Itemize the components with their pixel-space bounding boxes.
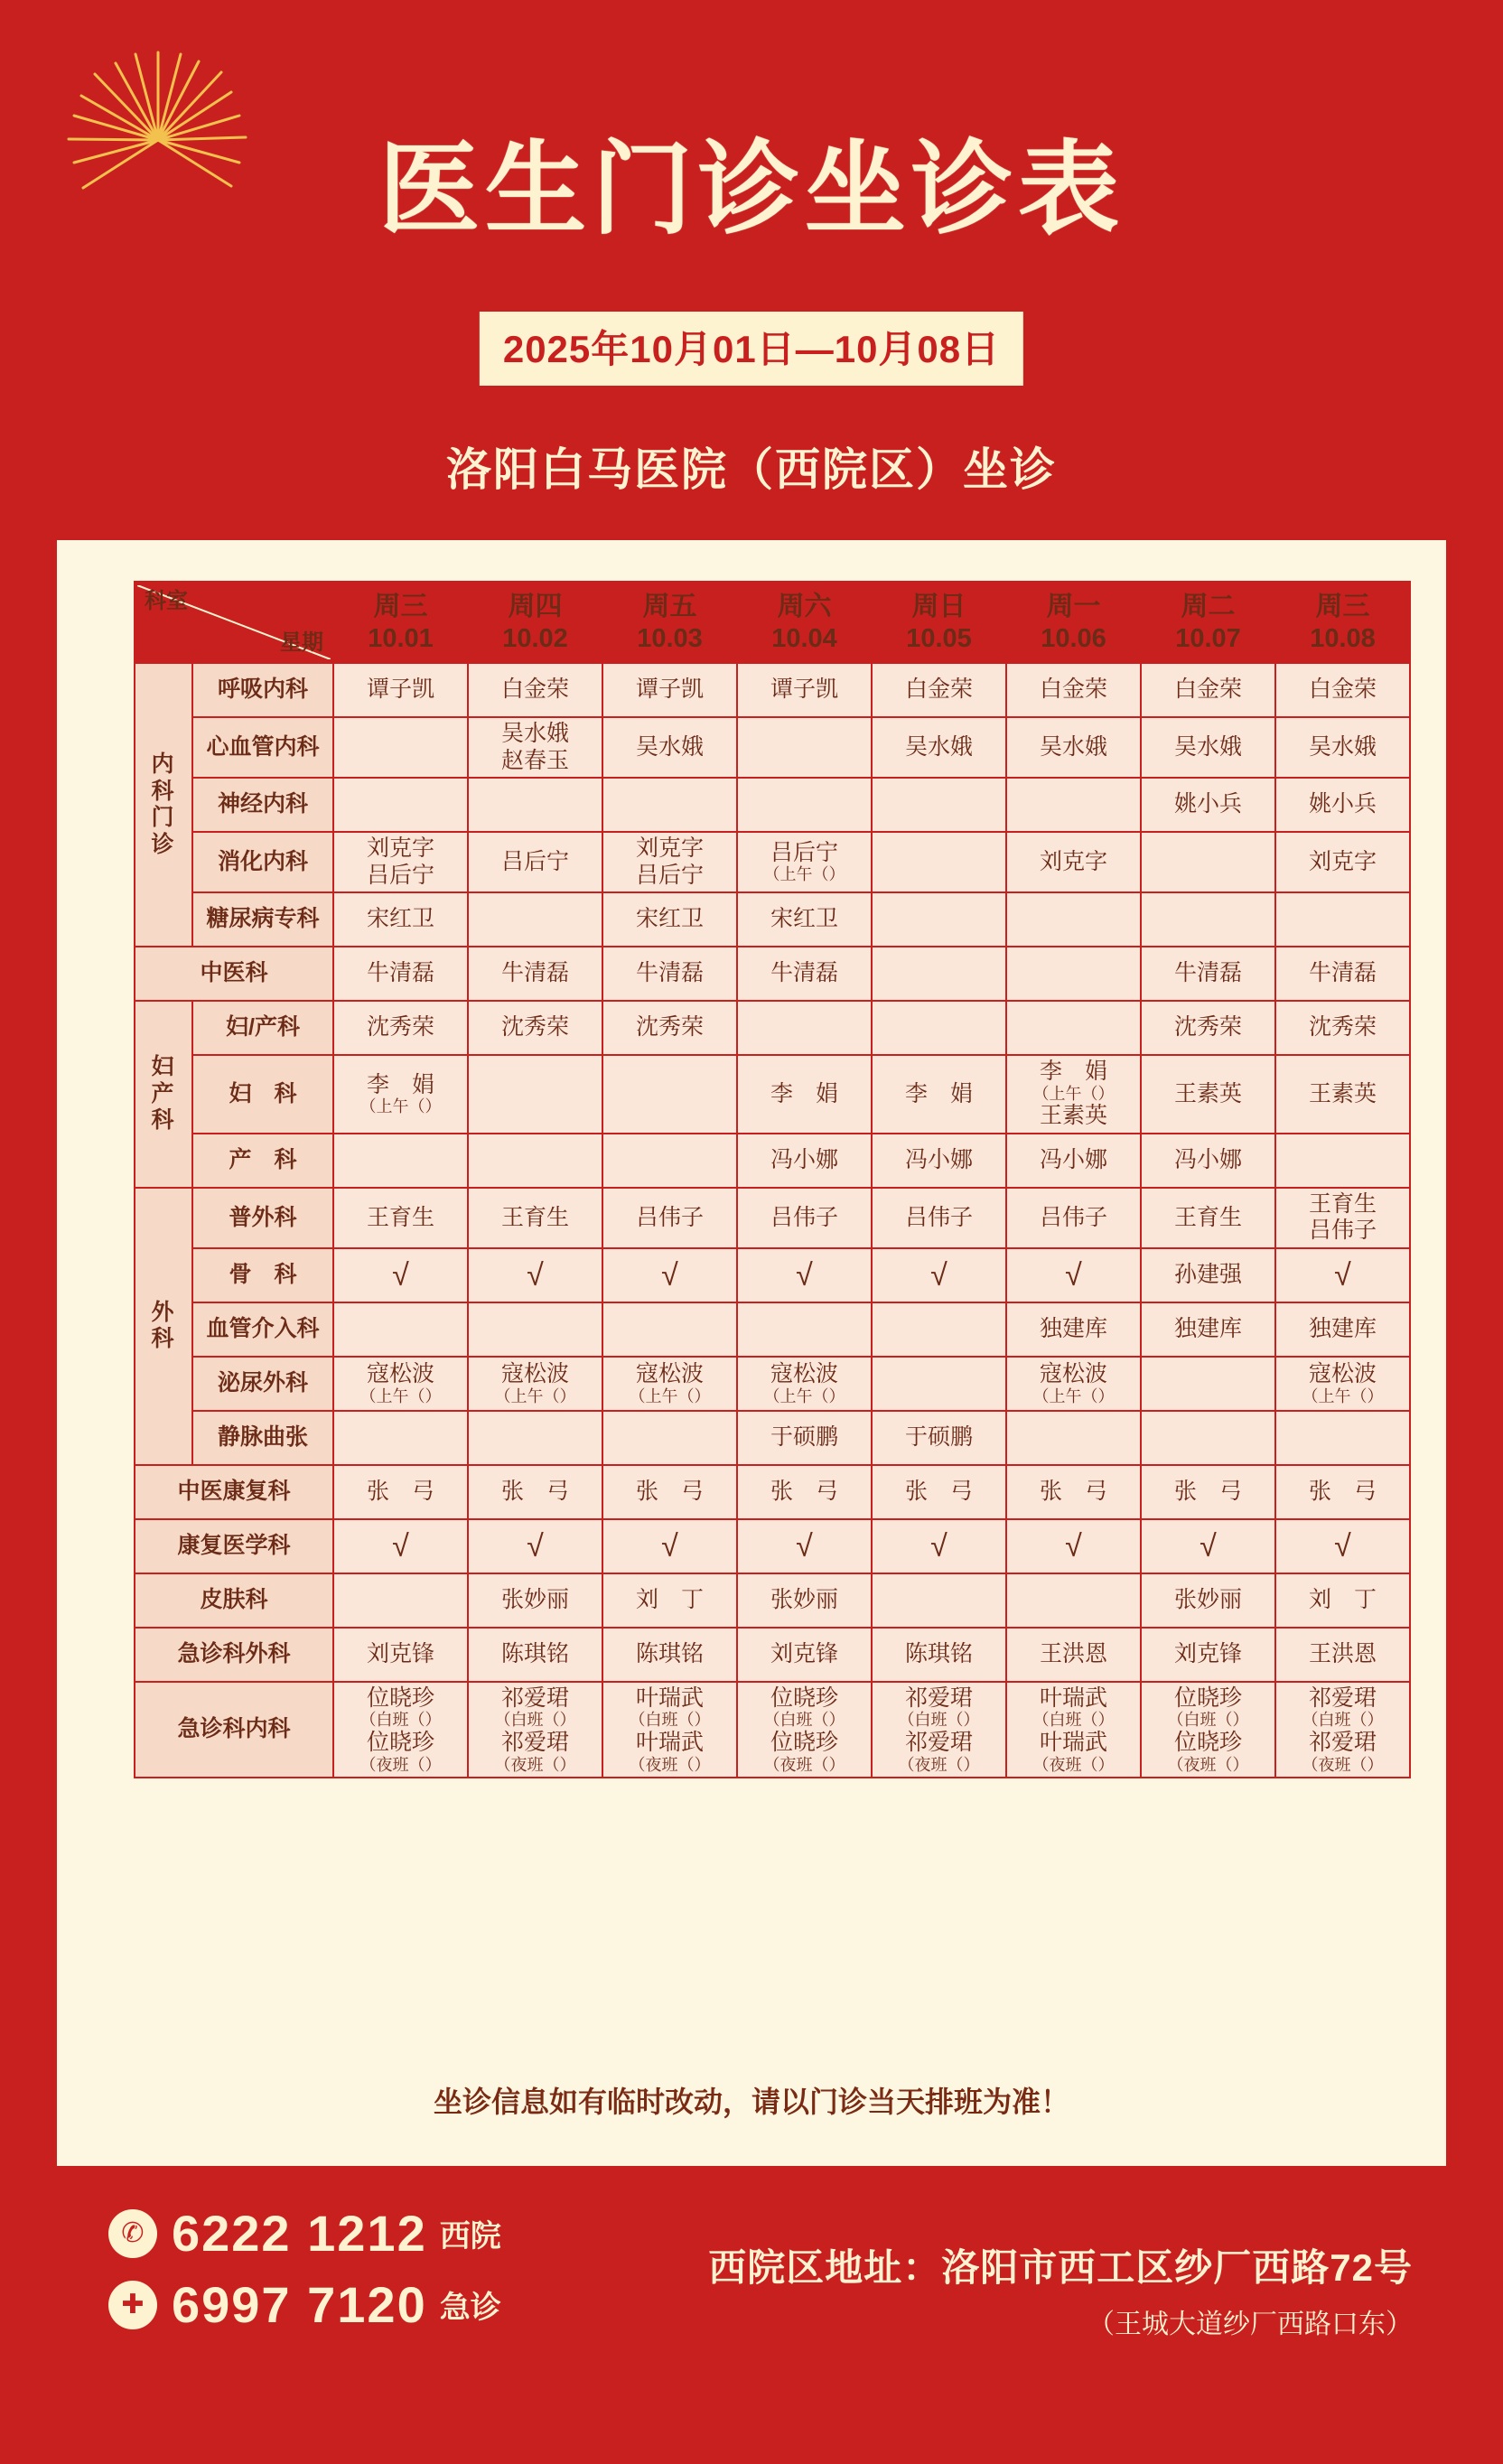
schedule-cell: 沈秀荣 — [1141, 1001, 1275, 1055]
schedule-cell: 寇松波 （上午（） — [1006, 1357, 1141, 1411]
schedule-cell — [468, 1134, 602, 1188]
emergency-icon: ✚ — [108, 2281, 157, 2329]
schedule-cell — [1006, 1411, 1141, 1465]
schedule-cell: √ — [737, 1519, 872, 1573]
schedule-cell — [602, 1134, 737, 1188]
table-row — [135, 717, 1410, 778]
address-main: 西院区地址：洛阳市西工区纱厂西路72号 — [708, 2246, 1413, 2289]
table-row — [135, 1248, 1410, 1302]
schedule-cell — [333, 1134, 468, 1188]
schedule-cell — [468, 892, 602, 947]
schedule-cell — [872, 1302, 1006, 1357]
corner-dept-label: 科室 — [145, 589, 188, 613]
schedule-cell: √ — [468, 1519, 602, 1573]
table-row — [135, 1411, 1410, 1465]
table-row — [135, 1001, 1410, 1055]
dept-label: 产 科 — [192, 1134, 333, 1188]
schedule-cell: 张 弓 — [872, 1465, 1006, 1519]
dept-label: 泌尿外科 — [192, 1357, 333, 1411]
schedule-cell: 白金荣 — [468, 663, 602, 717]
table-row — [135, 1188, 1410, 1248]
schedule-cell: 白金荣 — [1141, 663, 1275, 717]
schedule-cell — [1275, 1411, 1410, 1465]
dept-label: 妇/产科 — [192, 1001, 333, 1055]
page-title: 医生门诊坐诊表 — [378, 133, 1125, 246]
schedule-cell: 寇松波 （上午（） — [333, 1357, 468, 1411]
dept-label: 普外科 — [192, 1188, 333, 1248]
table-row — [135, 778, 1410, 832]
schedule-cell: 王素英 — [1275, 1055, 1410, 1134]
schedule-cell — [737, 1302, 872, 1357]
table-row — [135, 1302, 1410, 1357]
schedule-cell — [872, 892, 1006, 947]
dept-label: 皮肤科 — [135, 1573, 333, 1628]
table-row — [135, 1573, 1410, 1628]
schedule-cell — [468, 1055, 602, 1134]
schedule-cell: 叶瑞武 （白班（） 叶瑞武 （夜班（） — [602, 1682, 737, 1778]
dept-label: 中医科 — [135, 947, 333, 1001]
phone-number: 6997 7120 — [172, 2276, 427, 2333]
footer — [0, 2195, 1503, 2448]
schedule-cell: 于硕鹏 — [737, 1411, 872, 1465]
schedule-cell: 陈琪铭 — [872, 1628, 1006, 1682]
schedule-cell: 位晓珍 （白班（） 位晓珍 （夜班（） — [333, 1682, 468, 1778]
schedule-cell: 陈琪铭 — [468, 1628, 602, 1682]
schedule-cell: 孙建强 — [1141, 1248, 1275, 1302]
day-header-7: 周二 10.07 — [1141, 582, 1275, 663]
schedule-cell — [468, 778, 602, 832]
schedule-cell — [1006, 1573, 1141, 1628]
schedule-cell: 张妙丽 — [737, 1573, 872, 1628]
schedule-cell — [737, 778, 872, 832]
schedule-cell: 独建库 — [1141, 1302, 1275, 1357]
schedule-cell: 张 弓 — [468, 1465, 602, 1519]
schedule-cell — [602, 1302, 737, 1357]
schedule-cell: 刘克锋 — [333, 1628, 468, 1682]
schedule-cell: 叶瑞武 （白班（） 叶瑞武 （夜班（） — [1006, 1682, 1141, 1778]
day-header-3: 周五 10.03 — [602, 582, 737, 663]
schedule-cell: 宋红卫 — [333, 892, 468, 947]
list-item — [108, 2204, 501, 2263]
schedule-cell: √ — [872, 1248, 1006, 1302]
schedule-cell: 刘 丁 — [1275, 1573, 1410, 1628]
schedule-cell: √ — [1006, 1519, 1141, 1573]
schedule-cell: √ — [872, 1519, 1006, 1573]
dept-label: 妇 科 — [192, 1055, 333, 1134]
group-label: 妇 产 科 — [135, 1001, 192, 1188]
schedule-cell: 吴水娥 — [602, 717, 737, 778]
schedule-cell: 张 弓 — [602, 1465, 737, 1519]
dept-label: 呼吸内科 — [192, 663, 333, 717]
schedule-cell: 张妙丽 — [1141, 1573, 1275, 1628]
table-row — [135, 1055, 1410, 1134]
schedule-cell — [872, 1357, 1006, 1411]
schedule-cell: 刘克锋 — [1141, 1628, 1275, 1682]
schedule-cell — [1006, 947, 1141, 1001]
schedule-cell: 刘 丁 — [602, 1573, 737, 1628]
schedule-cell: 白金荣 — [1275, 663, 1410, 717]
schedule-cell — [737, 717, 872, 778]
schedule-cell: 王育生 — [468, 1188, 602, 1248]
schedule-cell: 吴水娥 — [1275, 717, 1410, 778]
schedule-cell: 位晓珍 （白班（） 位晓珍 （夜班（） — [1141, 1682, 1275, 1778]
schedule-cell: √ — [468, 1248, 602, 1302]
schedule-cell — [872, 778, 1006, 832]
schedule-cell — [872, 832, 1006, 892]
schedule-cell: 王育生 — [1141, 1188, 1275, 1248]
hospital-subtitle: 洛阳白马医院（西院区）坐诊 — [446, 444, 1057, 495]
schedule-cell: 姚小兵 — [1141, 778, 1275, 832]
table-row — [135, 663, 1410, 717]
table-header — [135, 582, 1410, 663]
schedule-cell: 张妙丽 — [468, 1573, 602, 1628]
schedule-cell — [602, 778, 737, 832]
schedule-cell: 寇松波 （上午（） — [737, 1357, 872, 1411]
corner-weekday-label: 星期 — [280, 630, 323, 655]
schedule-cell: 吴水娥 赵春玉 — [468, 717, 602, 778]
schedule-cell: √ — [1275, 1248, 1410, 1302]
day-header-6: 周一 10.06 — [1006, 582, 1141, 663]
schedule-cell: 王洪恩 — [1275, 1628, 1410, 1682]
schedule-cell: 祁爱珺 （白班（） 祁爱珺 （夜班（） — [468, 1682, 602, 1778]
schedule-cell: 独建库 — [1275, 1302, 1410, 1357]
schedule-cell: 王素英 — [1141, 1055, 1275, 1134]
schedule-cell — [602, 1411, 737, 1465]
schedule-cell: 牛清磊 — [333, 947, 468, 1001]
schedule-cell: 吕后宁 — [468, 832, 602, 892]
schedule-cell: 王育生 吕伟子 — [1275, 1188, 1410, 1248]
phone-tag: 西院 — [439, 2219, 501, 2254]
schedule-cell: 独建库 — [1006, 1302, 1141, 1357]
schedule-cell — [1275, 1134, 1410, 1188]
schedule-cell: √ — [333, 1519, 468, 1573]
dept-label: 中医康复科 — [135, 1465, 333, 1519]
schedule-cell: 冯小娜 — [737, 1134, 872, 1188]
dept-label: 康复医学科 — [135, 1519, 333, 1573]
schedule-cell: 宋红卫 — [602, 892, 737, 947]
schedule-cell: 宋红卫 — [737, 892, 872, 947]
schedule-cell: 于硕鹏 — [872, 1411, 1006, 1465]
schedule-cell — [602, 1055, 737, 1134]
day-header-8: 周三 10.08 — [1275, 582, 1410, 663]
day-header-5: 周日 10.05 — [872, 582, 1006, 663]
schedule-cell: 吴水娥 — [1141, 717, 1275, 778]
schedule-cell: 牛清磊 — [1141, 947, 1275, 1001]
table-row — [135, 832, 1410, 892]
schedule-cell: 吴水娥 — [872, 717, 1006, 778]
schedule-cell: 吕伟子 — [872, 1188, 1006, 1248]
dept-label: 神经内科 — [192, 778, 333, 832]
schedule-cell: 姚小兵 — [1275, 778, 1410, 832]
schedule-cell: 刘克锋 — [737, 1628, 872, 1682]
table-row — [135, 1134, 1410, 1188]
schedule-cell: 谭子凯 — [602, 663, 737, 717]
schedule-cell: 沈秀荣 — [468, 1001, 602, 1055]
schedule-card — [57, 540, 1446, 2166]
schedule-cell: √ — [1006, 1248, 1141, 1302]
table-corner-header — [135, 582, 333, 663]
schedule-cell: 刘克字 吕后宁 — [333, 832, 468, 892]
schedule-cell: 刘克字 吕后宁 — [602, 832, 737, 892]
schedule-cell: 吕伟子 — [737, 1188, 872, 1248]
schedule-cell: √ — [333, 1248, 468, 1302]
schedule-cell: 祁爱珺 （白班（） 祁爱珺 （夜班（） — [1275, 1682, 1410, 1778]
schedule-table — [134, 581, 1411, 1778]
schedule-cell: 吕伟子 — [1006, 1188, 1141, 1248]
schedule-cell: 牛清磊 — [602, 947, 737, 1001]
table-row — [135, 1465, 1410, 1519]
schedule-cell: 牛清磊 — [468, 947, 602, 1001]
schedule-cell: √ — [1141, 1519, 1275, 1573]
dept-label: 骨 科 — [192, 1248, 333, 1302]
table-row — [135, 1519, 1410, 1573]
schedule-cell — [333, 778, 468, 832]
schedule-cell: 吕后宁 （上午（） — [737, 832, 872, 892]
schedule-cell: 王育生 — [333, 1188, 468, 1248]
schedule-cell: √ — [602, 1248, 737, 1302]
schedule-cell: 李 娟 — [872, 1055, 1006, 1134]
schedule-cell — [333, 1411, 468, 1465]
schedule-cell — [333, 1302, 468, 1357]
day-header-1: 周三 10.01 — [333, 582, 468, 663]
day-header-4: 周六 10.04 — [737, 582, 872, 663]
schedule-cell: 吴水娥 — [1006, 717, 1141, 778]
schedule-cell — [1006, 892, 1141, 947]
day-header-2: 周四 10.02 — [468, 582, 602, 663]
phone-list — [108, 2204, 501, 2347]
schedule-cell: 吕伟子 — [602, 1188, 737, 1248]
schedule-cell: √ — [1275, 1519, 1410, 1573]
schedule-cell: 祁爱珺 （白班（） 祁爱珺 （夜班（） — [872, 1682, 1006, 1778]
phone-tag: 急诊 — [439, 2291, 501, 2325]
table-row — [135, 1628, 1410, 1682]
schedule-cell — [1141, 1357, 1275, 1411]
dept-label: 静脉曲张 — [192, 1411, 333, 1465]
dept-label: 消化内科 — [192, 832, 333, 892]
group-label: 内 科 门 诊 — [135, 663, 192, 947]
schedule-cell: 谭子凯 — [333, 663, 468, 717]
table-row — [135, 947, 1410, 1001]
table-row — [135, 1357, 1410, 1411]
schedule-cell — [872, 947, 1006, 1001]
address-block — [708, 2238, 1413, 2341]
phone-number: 6222 1212 — [172, 2205, 427, 2262]
schedule-cell — [1141, 892, 1275, 947]
list-item — [108, 2275, 501, 2334]
schedule-cell: 牛清磊 — [737, 947, 872, 1001]
schedule-cell: 寇松波 （上午（） — [1275, 1357, 1410, 1411]
schedule-cell — [872, 1573, 1006, 1628]
schedule-cell: 牛清磊 — [1275, 947, 1410, 1001]
schedule-cell: 李 娟 （上午（） 王素英 — [1006, 1055, 1141, 1134]
schedule-cell: 冯小娜 — [872, 1134, 1006, 1188]
schedule-cell: 刘克字 — [1006, 832, 1141, 892]
schedule-cell: 张 弓 — [1275, 1465, 1410, 1519]
schedule-cell: 沈秀荣 — [333, 1001, 468, 1055]
schedule-cell: 张 弓 — [1006, 1465, 1141, 1519]
schedule-cell: 冯小娜 — [1006, 1134, 1141, 1188]
schedule-cell — [1141, 1411, 1275, 1465]
group-label: 外 科 — [135, 1188, 192, 1465]
schedule-cell — [468, 1302, 602, 1357]
schedule-cell: 沈秀荣 — [602, 1001, 737, 1055]
schedule-cell — [333, 1573, 468, 1628]
schedule-cell — [737, 1001, 872, 1055]
schedule-cell — [1141, 832, 1275, 892]
schedule-cell — [468, 1411, 602, 1465]
schedule-cell: 陈琪铭 — [602, 1628, 737, 1682]
schedule-cell: 张 弓 — [737, 1465, 872, 1519]
schedule-cell: 冯小娜 — [1141, 1134, 1275, 1188]
date-range-badge: 2025年10月01日—10月08日 — [480, 312, 1023, 386]
schedule-cell: 沈秀荣 — [1275, 1001, 1410, 1055]
phone-icon: ✆ — [108, 2209, 157, 2258]
schedule-note: 坐诊信息如有临时改动，请以门诊当天排班为准！ — [433, 2086, 1069, 2118]
schedule-cell: √ — [737, 1248, 872, 1302]
schedule-cell: 寇松波 （上午（） — [468, 1357, 602, 1411]
dept-label: 心血管内科 — [192, 717, 333, 778]
schedule-cell — [1275, 892, 1410, 947]
dept-label: 血管介入科 — [192, 1302, 333, 1357]
dept-label: 糖尿病专科 — [192, 892, 333, 947]
table-row — [135, 892, 1410, 947]
schedule-cell: 谭子凯 — [737, 663, 872, 717]
schedule-cell: 张 弓 — [1141, 1465, 1275, 1519]
schedule-cell: 李 娟 （上午（） — [333, 1055, 468, 1134]
dept-label: 急诊科外科 — [135, 1628, 333, 1682]
schedule-cell — [1006, 1001, 1141, 1055]
schedule-cell: 刘克字 — [1275, 832, 1410, 892]
schedule-cell — [1006, 778, 1141, 832]
schedule-cell: 白金荣 — [1006, 663, 1141, 717]
schedule-cell — [872, 1001, 1006, 1055]
schedule-cell: 王洪恩 — [1006, 1628, 1141, 1682]
schedule-cell: 白金荣 — [872, 663, 1006, 717]
address-sub: （王城大道纱厂西路口东） — [1088, 2310, 1413, 2339]
schedule-cell: √ — [602, 1519, 737, 1573]
schedule-cell — [333, 717, 468, 778]
dept-label: 急诊科内科 — [135, 1682, 333, 1778]
table-body — [135, 663, 1410, 1778]
schedule-cell: 李 娟 — [737, 1055, 872, 1134]
schedule-cell: 位晓珍 （白班（） 位晓珍 （夜班（） — [737, 1682, 872, 1778]
table-row — [135, 1682, 1410, 1778]
schedule-cell: 寇松波 （上午（） — [602, 1357, 737, 1411]
schedule-cell: 张 弓 — [333, 1465, 468, 1519]
